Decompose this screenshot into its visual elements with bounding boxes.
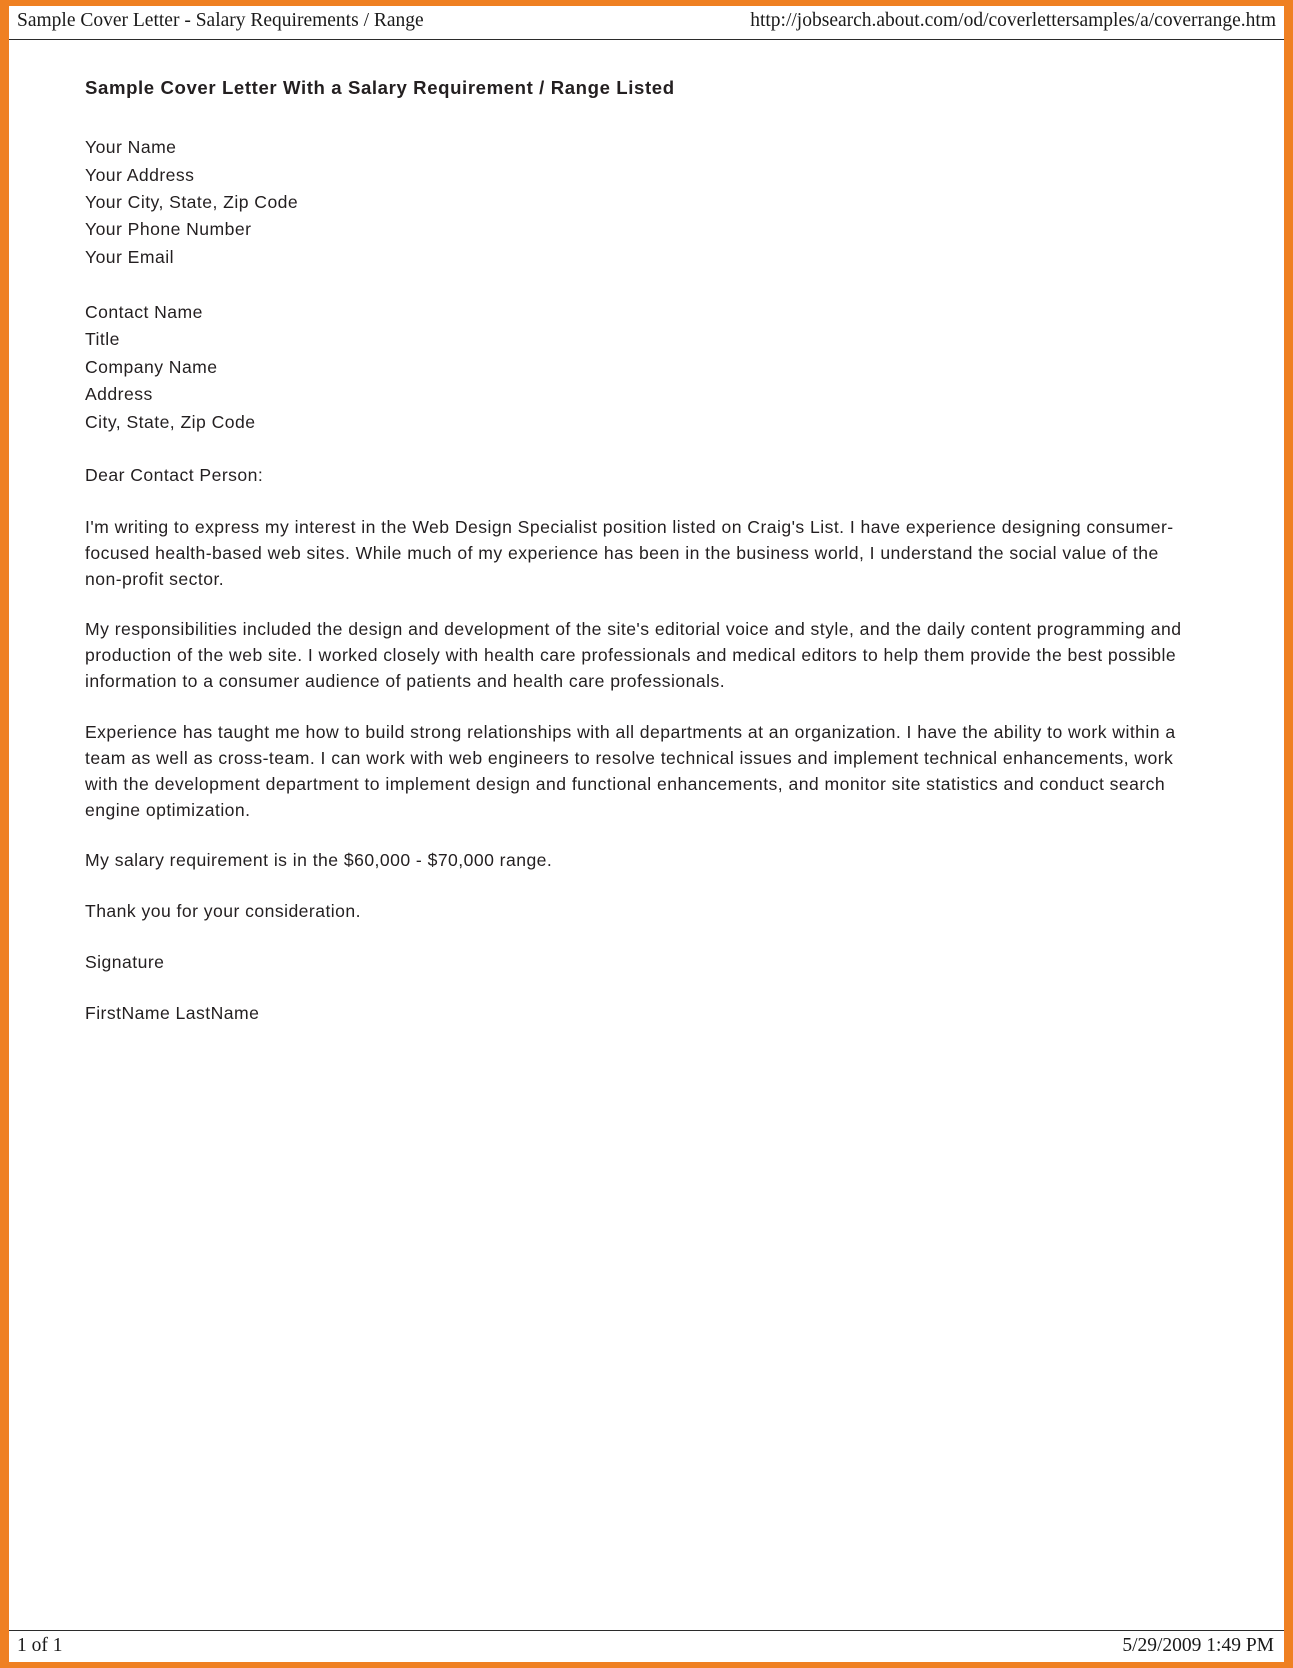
recipient-contact-name: Contact Name: [85, 302, 203, 323]
print-footer: [9, 1630, 1284, 1662]
paragraph-2: My responsibilities included the design and development of the site's editorial voice and style, and the daily content programming and production of the web site. I worked closely with health care professionals and medical editors to help them provide the best possible information to a consumer audience of patients and health care professionals.: [85, 619, 1182, 692]
paragraph-3: Experience has taught me how to build strong relationships with all departments at an organization. I have the ability to work within a team as well as cross-team. I can work with web engineers to resolve technical issues and implement technical enhancements, work with the development department to implement design and functional enhancements, and monitor site statistics and conduct search engine optimization.: [85, 721, 1176, 820]
print-timestamp: 5/29/2009 1:49 PM: [1122, 1635, 1274, 1656]
page-number: 1 of 1: [17, 1635, 63, 1656]
sender-name: Your Name: [85, 137, 177, 158]
recipient-company: Company Name: [85, 356, 218, 377]
sender-address-block: [85, 135, 1190, 272]
recipient-address-block: [85, 300, 1190, 437]
salary-requirement-paragraph: My salary requirement is in the $60,000 - $70,000 range.: [85, 850, 553, 871]
closing-paragraph: Thank you for your consideration.: [85, 901, 361, 922]
recipient-address: Address: [85, 384, 153, 405]
salutation: Dear Contact Person:: [85, 464, 264, 485]
sender-city-state-zip: Your City, State, Zip Code: [85, 192, 299, 213]
sender-address: Your Address: [85, 164, 195, 185]
sender-email: Your Email: [85, 246, 174, 267]
cover-letter-body: [85, 74, 1190, 1027]
paragraph-1: I'm writing to express my interest in the Web Design Specialist position listed on Craig's List. I have experience designing consumer-focused health-based web sites. While much of my experience has been in the business world, I understand the social value of the non-profit sector.: [85, 516, 1174, 589]
print-header: [9, 6, 1284, 40]
sender-phone: Your Phone Number: [85, 219, 252, 240]
document-page: [9, 6, 1284, 1662]
print-header-url: http://jobsearch.about.com/od/coverlettersamples/a/coverrange.htm: [750, 10, 1276, 31]
signature-label: Signature: [85, 952, 165, 973]
recipient-title: Title: [85, 329, 120, 350]
signature-name: FirstName LastName: [85, 1002, 260, 1023]
recipient-city-state-zip: City, State, Zip Code: [85, 411, 256, 432]
letter-heading: Sample Cover Letter With a Salary Requirement / Range Listed: [85, 77, 675, 98]
print-header-page-title: Sample Cover Letter - Salary Requirements / Range: [17, 10, 424, 31]
